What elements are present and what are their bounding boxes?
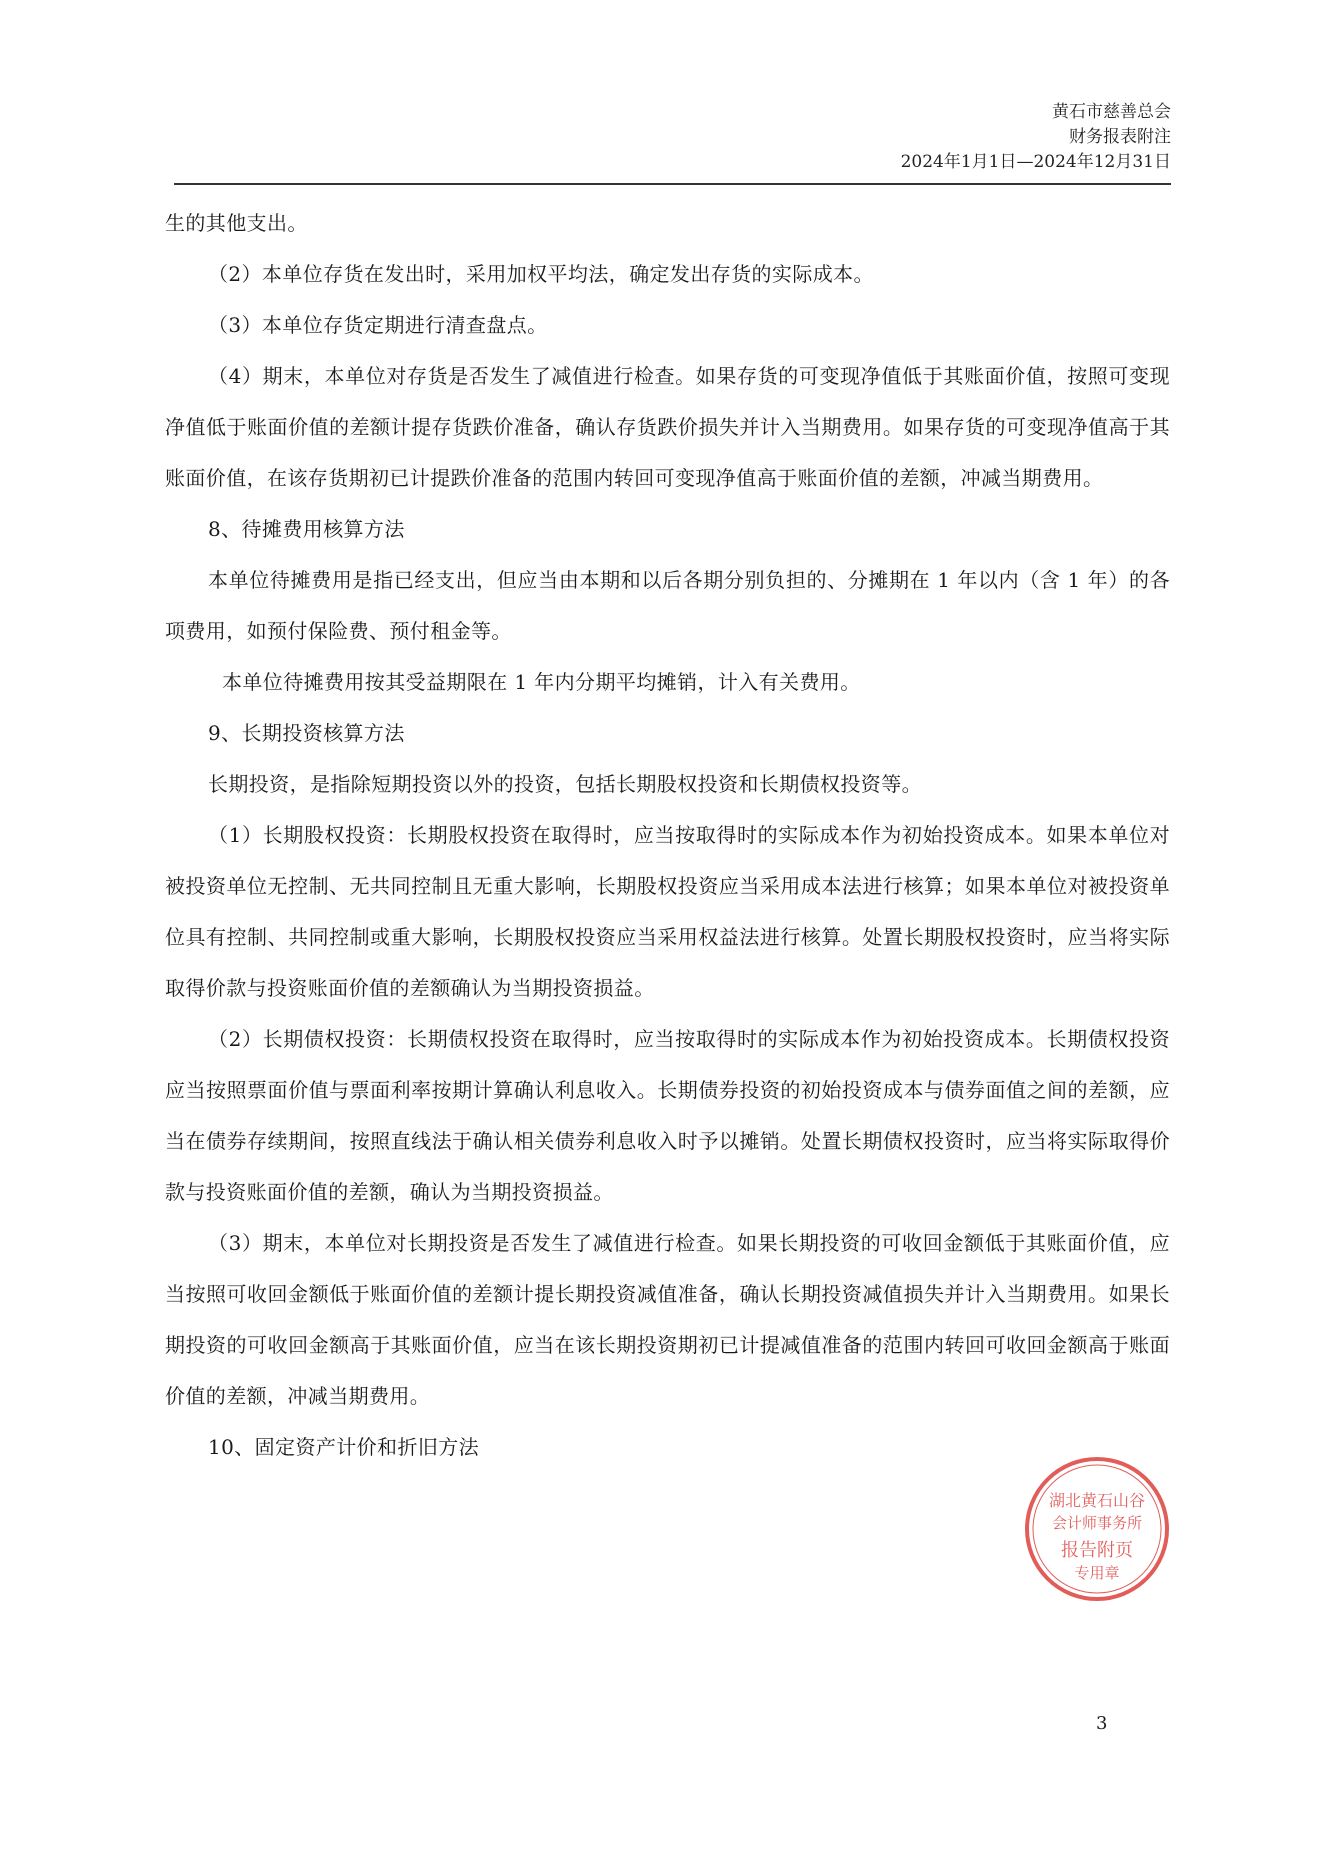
paragraph-debt-investment: （2）长期债权投资：长期债权投资在取得时，应当按取得时的实际成本作为初始投资成本。长期债权投资应当按照票面价值与票面利率按期计算确认利息收入。长期债券投资的初始投资成本与债券面值之间的差额，应当在债券存续期间，按照直线法于确认相关债券利息收入时予以摊销。处置长期债权投资时，应当将实际取得价款与投资账面价值的差额，确认为当期投资损益。 [165,1027,1170,1204]
seal-lettering-top: 湖北黄石山谷 [1048,1491,1146,1510]
paragraph-prepaid-definition: 本单位待摊费用是指已经支出，但应当由本期和以后各期分别负担的、分摊期在 1 年以内（含 1 年）的各项费用，如预付保险费、预付租金等。 [165,568,1170,643]
paragraph-inventory-4: （4）期末，本单位对存货是否发生了减值进行检查。如果存货的可变现净值低于其账面价值，按照可变现净值低于账面价值的差额计提存货跌价准备，确认存货跌价损失并计入当期费用。如果存货的可变现净值高于其账面价值，在该存货期初已计提跌价准备的范围内转回可变现净值高于账面价值的差额，冲减当期费用。 [165,364,1170,490]
seal-graphic [1022,1454,1172,1604]
paragraph-inventory-2: （2）本单位存货在发出时，采用加权平均法，确定发出存货的实际成本。 [208,262,874,286]
paragraph-prepaid-amortization: 本单位待摊费用按其受益期限在 1 年内分期平均摊销，计入有关费用。 [222,670,861,694]
official-seal [1022,1454,1172,1604]
seal-lettering-footer: 专用章 [1074,1564,1120,1582]
paragraph-continuation: 生的其他支出。 [165,211,308,235]
header-organization: 黄石市慈善总会 [1052,102,1171,122]
page-header [901,100,1171,175]
section-title-long-term-investment: 9、长期投资核算方法 [208,721,405,745]
section-title-prepaid-expenses: 8、待摊费用核算方法 [208,517,405,541]
section-title-fixed-assets: 10、固定资产计价和折旧方法 [208,1435,480,1459]
header-period: 2024年1月1日—2024年12月31日 [900,152,1171,172]
paragraph-inventory-3: （3）本单位存货定期进行清查盘点。 [208,313,548,337]
paragraph-investment-definition: 长期投资，是指除短期投资以外的投资，包括长期股权投资和长期债权投资等。 [208,772,922,796]
body-text [165,198,1170,1473]
paragraph-investment-impairment: （3）期末，本单位对长期投资是否发生了减值进行检查。如果长期投资的可收回金额低于其账面价值，应当按照可收回金额低于账面价值的差额计提长期投资减值准备，确认长期投资减值损失并计入当期费用。如果长期投资的可收回金额高于其账面价值，应当在该长期投资期初已计提减值准备的范围内转回可收回金额高于账面价值的差额，冲减当期费用。 [165,1231,1170,1408]
seal-lettering-bottom: 报告附页 [1061,1540,1133,1561]
header-document-title: 财务报表附注 [1069,127,1171,147]
header-rule [174,183,1171,185]
page-number: 3 [1096,1713,1108,1734]
paragraph-equity-investment: （1）长期股权投资：长期股权投资在取得时，应当按取得时的实际成本作为初始投资成本。如果本单位对被投资单位无控制、无共同控制且无重大影响，长期股权投资应当采用成本法进行核算；如果本单位对被投资单位具有控制、共同控制或重大影响，长期股权投资应当采用权益法进行核算。处置长期股权投资时，应当将实际取得价款与投资账面价值的差额确认为当期投资损益。 [165,823,1170,1000]
seal-lettering-mid: 会计师事务所 [1051,1514,1143,1532]
